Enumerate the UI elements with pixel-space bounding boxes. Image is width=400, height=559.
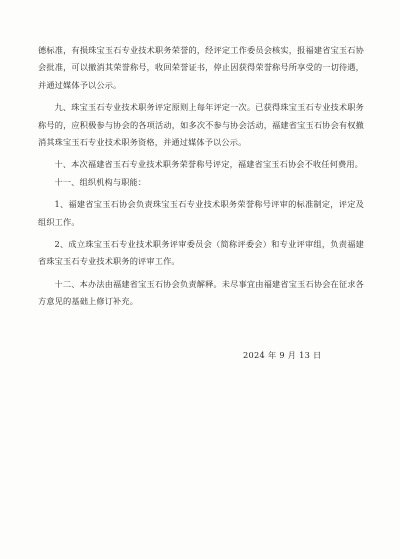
- paragraph-article-nine: 九、珠宝玉石专业技术职务评定原则上每年评定一次。已获得珠宝玉石专业技术职务称号的，应积极参与协会的各项活动，如多次不参与协会活动，福建省宝玉石协会有权撤消其珠宝玉石专业技术职务资格，并通过媒体予以公示。: [38, 102, 364, 148]
- paragraph-article-eleven-item-1: 1、福建省宝玉石协会负责珠宝玉石专业技术职务荣誉称号评审的标准制定，评定及组织工作。: [38, 199, 364, 227]
- paragraph-article-eleven-heading: 十一、组织机构与职能：: [54, 176, 147, 187]
- paragraph-honor-revocation-continued: 德标准，有损珠宝玉石专业技术职务荣誉的，经评定工作委员会核实，报福建省宝玉石协会批准，可以撤消其荣誉称号，收回荣誉证书，停止因获得荣誉称号所享受的一切待遇，并通过媒体予以公示。: [38, 45, 364, 90]
- paragraph-article-twelve: 十二、本办法由福建省宝玉石协会负责解释。未尽事宜由福建省宝玉石协会在征求各方意见的基础上修订补充。: [38, 278, 364, 307]
- document-date: 2024 年 9 月 13 日: [243, 350, 322, 360]
- paragraph-article-eleven-item-2: 2、成立珠宝玉石专业技术职务评审委员会（简称评委会）和专业评审组，负责福建省珠宝玉石专业技术职务的评审工作。: [38, 239, 364, 267]
- document-body: [38, 42, 364, 311]
- paragraph-article-ten: 十、本次福建省玉石专业技术职务荣誉称号评定，福建省宝玉石协会不收任何费用。: [54, 159, 363, 170]
